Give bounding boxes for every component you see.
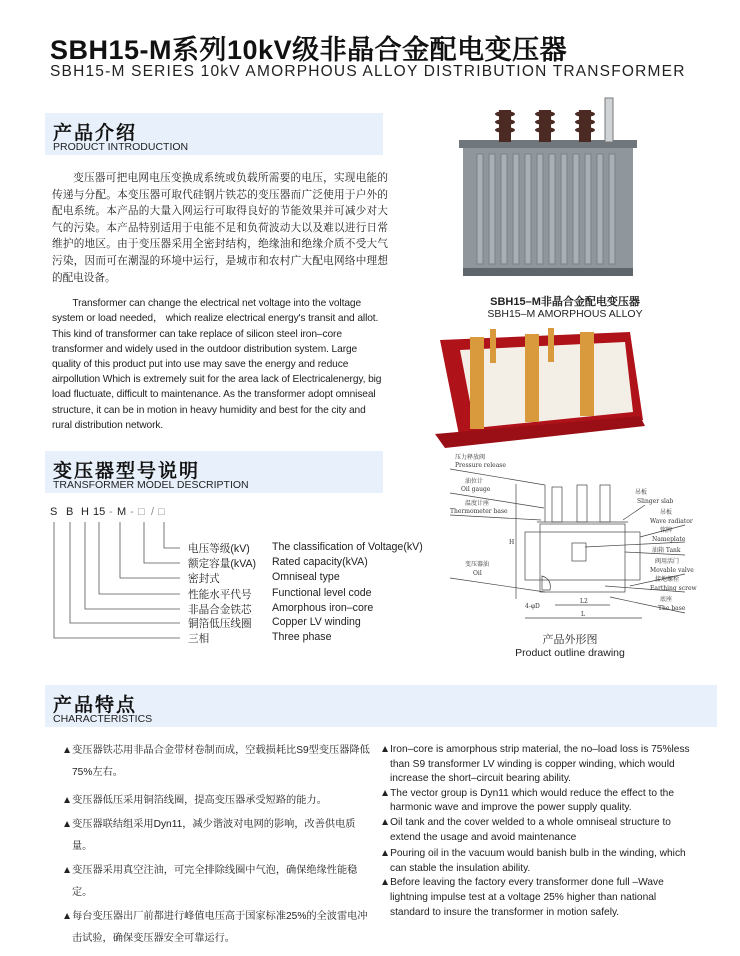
label-nameplate-en: Nameplate	[652, 536, 686, 543]
code-part: -	[109, 505, 113, 518]
label-thermo-cn: 温度计座	[465, 500, 490, 507]
section-title-en: TRANSFORMER MODEL DESCRIPTION	[53, 478, 249, 491]
label-pressure-cn: 压力释放阀	[455, 454, 486, 461]
photo-caption-en: SBH15–M AMORPHOUS ALLOY	[487, 308, 643, 320]
label-pressure-en: Pressure release	[455, 462, 506, 469]
legend-cn: 铜箔低压线圈	[188, 617, 252, 630]
section-title-cn: 变压器型号说明	[53, 459, 201, 482]
code-part: S	[50, 505, 58, 518]
code-part: H	[81, 505, 89, 518]
legend-cn: 三相	[188, 632, 210, 645]
legend-en: Functional level code	[272, 586, 372, 599]
legend-cn: 额定容量(kVA)	[188, 557, 257, 570]
label-slinger-en: Slinger slab	[637, 498, 674, 505]
label-gauge-en: Oil gauge	[461, 486, 491, 493]
label-base-en: The base	[658, 605, 686, 612]
code-part: M	[117, 505, 127, 518]
legend-en: The classification of Voltage(kV)	[272, 540, 423, 553]
label-earth-en: Earthing screw	[650, 585, 697, 592]
section-header-characteristics	[45, 685, 717, 727]
label-base-cn: 底座	[660, 596, 673, 603]
list-item: ▲Pouring oil in the vacuum would banish bulb in the winding, which can stable the insulation ability.	[380, 848, 686, 874]
code-part: B	[66, 505, 74, 518]
list-item: ▲变压器采用真空注油，可完全排除线圈中气泡，确保绝缘性能稳定。	[62, 865, 358, 898]
label-nameplate-cn: 铭牌	[660, 527, 673, 534]
transformer-photo	[455, 92, 650, 287]
characteristics-cn-list	[62, 740, 372, 950]
label-wave-en: Wave radiator	[650, 518, 693, 525]
code-part: 15	[93, 505, 106, 518]
legend-en: Copper LV winding	[272, 615, 361, 628]
list-item: ▲Iron–core is amorphous strip material, the no–load loss is 75%less than S9 transformer LV winding is copper winding, which would increase the short–circuit bearing ability.	[380, 744, 690, 785]
label-slinger-cn: 吊板	[635, 489, 648, 496]
label-valve-en: Movable valve	[650, 567, 694, 574]
legend-en: Omniseal type	[272, 570, 340, 583]
intro-paragraph-cn: 变压器可把电网电压变换成系统或负载所需要的电压，实现电能的传递与分配。本变压器可取代硅钢片铁芯的变压器而广泛使用于户外的配电系统。本产品的大量入网运行可取得良好的节能效果并可减少对大气的污染。本产品特别适用于电能不足和负荷波动大以及难以进行日常维护的地区。由于变压器采用全密封结构，绝缘油和绝缘介质不受大气污染，因而可在潮湿的环境中运行，是城市和农村广大配电网络中理想的配电设备。	[52, 172, 388, 284]
legend-cn: 电压等级(kV)	[188, 542, 250, 555]
label-wave-cn: 吊板	[660, 509, 673, 516]
label-tank: 油箱 Tank	[652, 547, 681, 554]
list-item: ▲The vector group is Dyn11 which would reduce the effect to the harmonic wave and improve the power supply quality.	[380, 787, 674, 814]
section-title-cn: 产品特点	[53, 694, 138, 716]
model-description	[45, 493, 423, 655]
code-part: /	[151, 505, 155, 518]
section-header-intro	[45, 113, 383, 155]
list-item: ▲变压器低压采用铜箔线圈，提高变压器承受短路的能力。	[62, 795, 327, 806]
section-title-cn: 产品介绍	[53, 122, 138, 144]
section-header-model	[45, 451, 383, 493]
legend-cn: 密封式	[188, 572, 220, 585]
code-part: □	[158, 505, 165, 518]
list-item: ▲Before leaving the factory every transformer done full –Wave lightning impulse test at a voltage 25% higher than national standard to insure the transformer in motion safely.	[380, 877, 664, 918]
label-earth-cn: 接地螺栓	[655, 576, 680, 583]
legend-en: Rated capacity(kVA)	[272, 555, 368, 568]
left-column	[45, 113, 423, 655]
label-gauge-cn: 油位计	[465, 478, 484, 485]
core-photo	[430, 328, 655, 450]
model-legend	[188, 540, 423, 646]
section-title-en: CHARACTERISTICS	[53, 713, 153, 725]
page-subtitle: SBH15-M SERIES 10kV AMORPHOUS ALLOY DISTRIBUTION TRANSFORMER	[50, 63, 686, 80]
photo-caption-cn: SBH15–M非晶合金配电变压器	[490, 296, 640, 308]
dim-l2: L2	[580, 598, 588, 605]
dim-h: H	[509, 539, 515, 546]
model-leader-lines	[40, 516, 183, 644]
intro-paragraph-en: Transformer can change the electrical net voltage into the voltage system or load needed， which realize electrical energy's transit and allot. This kind of transformer can take replace of silicon steel iron–core transformer and widely used in the outdoor distribution system. Large quality of this product put into use may save the energy and reduce airpollution Which is extremely suit for the area lack of Electricalenergy, big load fluctuate, difficult to maintenance. As the transformer adopt omniseal structure, it can be in motion in heavy humidity and best for the city and rural distribution network.	[52, 298, 382, 431]
list-item: ▲每台变压器出厂前都进行峰值电压高于国家标准25%的全波雷电冲击试验，确保变压器安全可靠运行。	[62, 911, 368, 944]
list-item: ▲变压器联结组采用Dyn11，减少谐波对电网的影响，改善供电质量。	[62, 819, 356, 852]
legend-cn: 性能水平代号	[188, 588, 252, 601]
dim-l: L	[581, 611, 585, 618]
section-title-en: PRODUCT INTRODUCTION	[53, 141, 189, 153]
code-part: -	[130, 505, 134, 518]
drawing-caption-en: Product outline drawing	[515, 647, 625, 659]
legend-en: Amorphous iron–core	[272, 601, 374, 614]
legend-cn: 非晶合金铁芯	[188, 603, 252, 616]
drawing-caption-cn: 产品外形图	[542, 634, 598, 646]
code-part: □	[138, 505, 145, 518]
page-title: SBH15-M系列10kV级非晶合金配电变压器	[50, 35, 568, 65]
dim-holes: 4-φD	[525, 603, 540, 610]
list-item: ▲Oil tank and the cover welded to a whole omniseal structure to extend the usage and avoid maintenance	[380, 816, 671, 843]
label-oil-cn: 变压器油	[465, 561, 490, 568]
legend-en: Three phase	[272, 630, 332, 643]
list-item: ▲变压器铁芯用非晶合金带材卷制而成，空载损耗比S9型变压器降低75%左右。	[62, 745, 370, 778]
label-valve-cn: 阀用活门	[655, 558, 680, 565]
outline-drawing	[445, 452, 730, 624]
characteristics-en-list	[380, 743, 690, 920]
label-oil-en: Oil	[473, 570, 482, 577]
label-thermo-en: Thermometer base	[450, 508, 508, 515]
